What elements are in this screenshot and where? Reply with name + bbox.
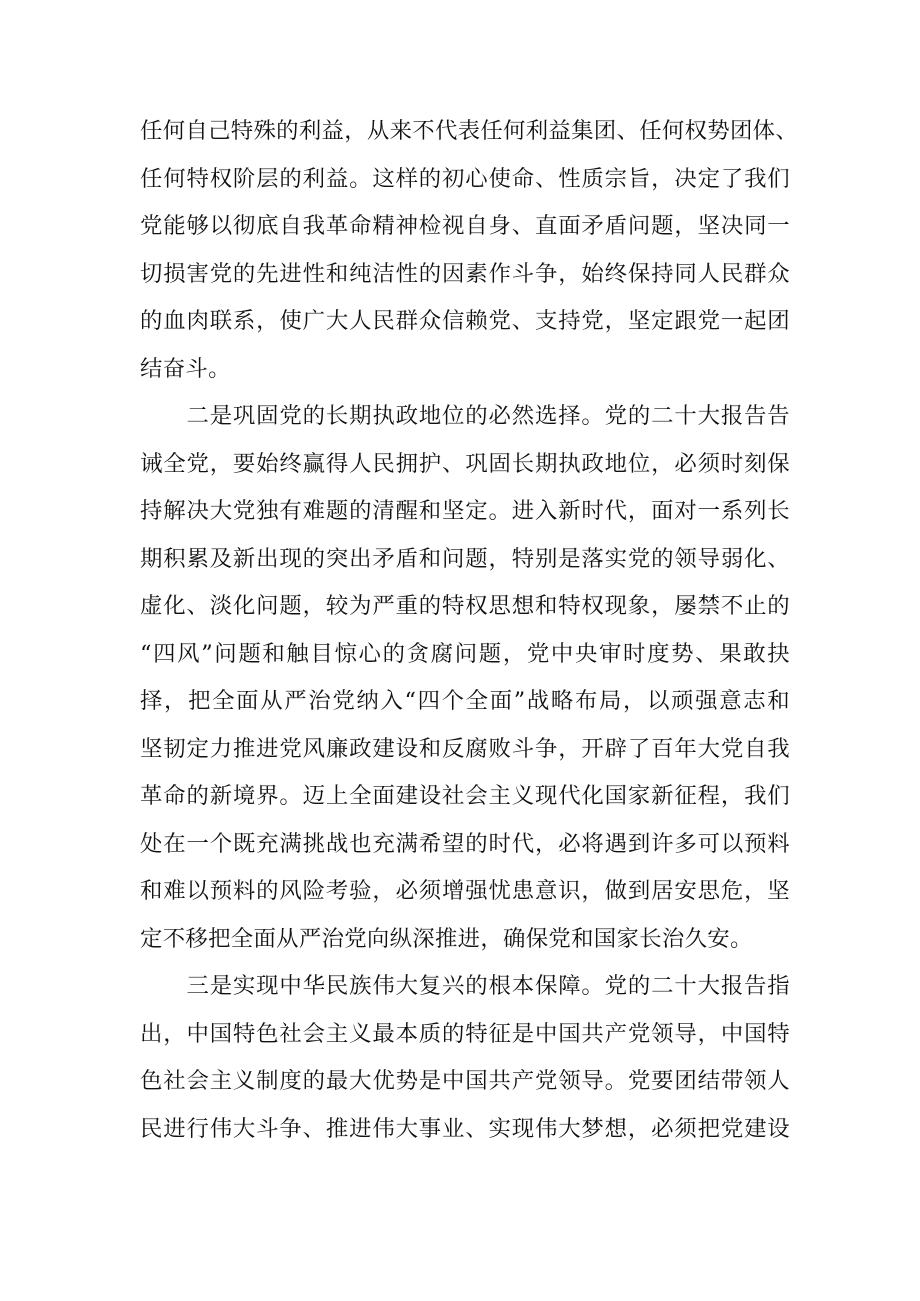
text-line: 和难以预料的风险考验，必须增强忧患意识，做到居安思危，坚 [140, 878, 790, 904]
text-line: 诫全党，要始终赢得人民拥护、巩固长期执政地位，必须时刻保 [140, 450, 790, 477]
text-line: 结奋斗。 [140, 355, 231, 382]
text-line: 切损害党的先进性和纯洁性的因素作斗争，始终保持同人民群众 [140, 260, 790, 287]
text-line: 色社会主义制度的最大优势是中国共产党领导。党要团结带领人 [140, 1068, 790, 1094]
text-line: 虚化、淡化问题，较为严重的特权思想和特权现象，屡禁不止的 [140, 593, 790, 619]
text-line: 处在一个既充满挑战也充满希望的时代，必将遇到许多可以预料 [140, 830, 790, 857]
text-line: 任何特权阶层的利益。这样的初心使命、性质宗旨，决定了我们 [140, 165, 790, 192]
text-line: 党能够以彻底自我革命精神检视自身、直面矛盾问题，坚决同一 [140, 213, 790, 239]
text-line: 出，中国特色社会主义最本质的特征是中国共产党领导，中国特 [140, 1020, 790, 1047]
paragraph-start-line: 三是实现中华民族伟大复兴的根本保障。党的二十大报告指 [140, 973, 790, 999]
text-line: 期积累及新出现的突出矛盾和问题，特别是落实党的领导弱化、 [140, 545, 790, 572]
text-line: “四风”问题和触目惊心的贪腐问题，党中央审时度势、果敢抉 [140, 640, 790, 667]
text-line: 择，把全面从严治党纳入“四个全面”战略布局，以顽强意志和 [140, 688, 790, 714]
body-text [140, 108, 799, 1153]
paragraph-start-line: 二是巩固党的长期执政地位的必然选择。党的二十大报告告 [140, 403, 790, 429]
text-line: 持解决大党独有难题的清醒和坚定。进入新时代，面对一系列长 [140, 498, 790, 524]
text-line: 坚韧定力推进党风廉政建设和反腐败斗争，开辟了百年大党自我 [140, 735, 790, 762]
text-line: 民进行伟大斗争、推进伟大事业、实现伟大梦想，必须把党建设 [140, 1115, 790, 1142]
text-line: 任何自己特殊的利益，从来不代表任何利益集团、任何权势团体、 [140, 118, 799, 144]
text-line: 革命的新境界。迈上全面建设社会主义现代化国家新征程，我们 [140, 783, 790, 809]
text-line: 的血肉联系，使广大人民群众信赖党、支持党，坚定跟党一起团 [140, 308, 790, 334]
text-line: 定不移把全面从严治党向纵深推进，确保党和国家长治久安。 [140, 925, 753, 952]
